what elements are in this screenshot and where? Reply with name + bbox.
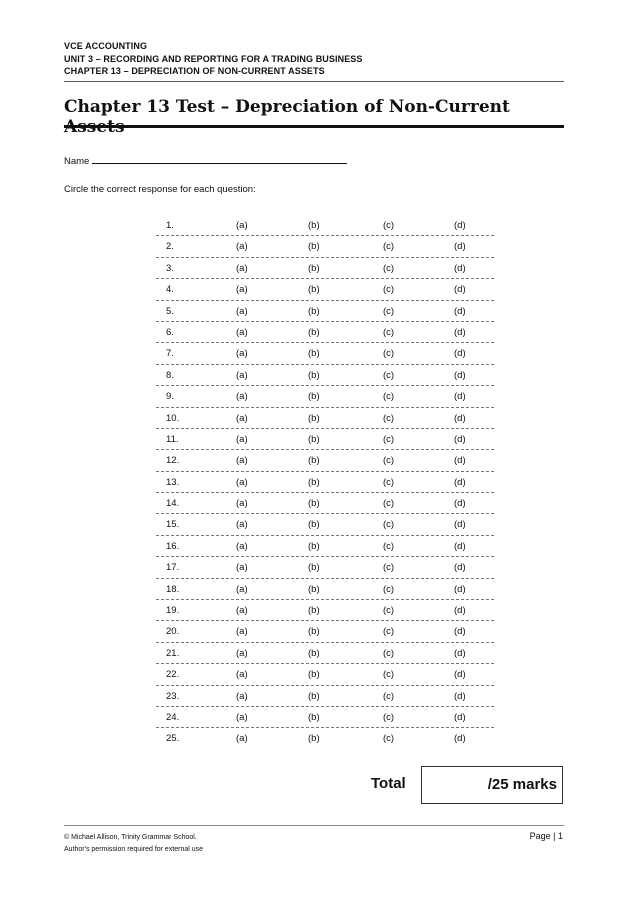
- header-chapter: CHAPTER 13 – DEPRECIATION OF NON-CURRENT ASSETS: [64, 66, 325, 76]
- option-c[interactable]: (c): [383, 498, 395, 510]
- question-number: 9.: [166, 391, 174, 403]
- answer-row: [156, 215, 494, 236]
- option-c[interactable]: (c): [383, 519, 395, 531]
- option-d[interactable]: (d): [454, 583, 466, 595]
- total-box: [421, 766, 563, 804]
- question-number: 1.: [166, 220, 174, 231]
- answer-row: [156, 472, 494, 493]
- page-header: [64, 40, 564, 78]
- option-a[interactable]: (a): [236, 262, 248, 274]
- question-number: 23.: [166, 690, 180, 702]
- option-d[interactable]: (d): [454, 326, 466, 338]
- option-d[interactable]: (d): [454, 369, 466, 381]
- name-blank-line[interactable]: [92, 154, 347, 164]
- option-a[interactable]: (a): [236, 605, 248, 617]
- option-c[interactable]: (c): [383, 647, 395, 659]
- question-number: 13.: [166, 476, 180, 488]
- answer-row: [156, 643, 494, 664]
- option-b[interactable]: (b): [308, 540, 320, 552]
- option-d[interactable]: (d): [454, 647, 466, 659]
- instruction-text: Circle the correct response for each question:: [64, 184, 256, 195]
- option-d[interactable]: (d): [454, 690, 466, 702]
- option-d[interactable]: (d): [454, 455, 466, 467]
- option-b[interactable]: (b): [308, 605, 320, 617]
- option-d[interactable]: (d): [454, 626, 466, 638]
- option-c[interactable]: (c): [383, 391, 395, 403]
- answer-row: [156, 450, 494, 471]
- option-b[interactable]: (b): [308, 326, 320, 338]
- question-number: 19.: [166, 605, 180, 617]
- header-subject: VCE ACCOUNTING: [64, 41, 148, 51]
- option-b[interactable]: (b): [308, 412, 320, 424]
- option-c[interactable]: (c): [383, 562, 395, 574]
- option-c[interactable]: (c): [383, 476, 395, 488]
- total-marks: /25 marks: [487, 776, 557, 793]
- footer-credits: [64, 832, 203, 855]
- option-a[interactable]: (a): [236, 305, 248, 317]
- option-b[interactable]: (b): [308, 498, 320, 510]
- option-b[interactable]: (b): [308, 455, 320, 467]
- option-d[interactable]: (d): [454, 412, 466, 424]
- option-b[interactable]: (b): [308, 733, 320, 745]
- option-a[interactable]: (a): [236, 562, 248, 574]
- option-c[interactable]: (c): [383, 412, 395, 424]
- option-c[interactable]: (c): [383, 540, 395, 552]
- option-d[interactable]: (d): [454, 348, 466, 360]
- option-b[interactable]: (b): [308, 562, 320, 574]
- option-d[interactable]: (d): [454, 498, 466, 510]
- option-c[interactable]: (c): [383, 433, 395, 445]
- answer-row: [156, 536, 494, 557]
- option-d[interactable]: (d): [454, 391, 466, 403]
- option-d[interactable]: (d): [454, 476, 466, 488]
- question-number: 4.: [166, 284, 174, 296]
- option-a[interactable]: (a): [236, 690, 248, 702]
- name-field: [64, 154, 347, 167]
- option-b[interactable]: (b): [308, 220, 320, 231]
- option-c[interactable]: (c): [383, 711, 395, 723]
- option-d[interactable]: (d): [454, 241, 466, 253]
- question-number: 21.: [166, 647, 180, 659]
- question-number: 8.: [166, 369, 174, 381]
- answer-row: [156, 579, 494, 600]
- question-number: 2.: [166, 241, 174, 253]
- option-b[interactable]: (b): [308, 476, 320, 488]
- option-a[interactable]: (a): [236, 455, 248, 467]
- option-a[interactable]: (a): [236, 241, 248, 253]
- question-number: 24.: [166, 711, 180, 723]
- answer-row: [156, 365, 494, 386]
- answer-row: [156, 301, 494, 322]
- option-b[interactable]: (b): [308, 305, 320, 317]
- option-b[interactable]: (b): [308, 369, 320, 381]
- option-b[interactable]: (b): [308, 241, 320, 253]
- header-unit: UNIT 3 – RECORDING AND REPORTING FOR A TRADING BUSINESS: [64, 53, 363, 64]
- option-a[interactable]: (a): [236, 711, 248, 723]
- answer-row: [156, 408, 494, 429]
- option-c[interactable]: (c): [383, 369, 395, 381]
- option-c[interactable]: (c): [383, 583, 395, 595]
- answer-row: [156, 707, 494, 728]
- option-c[interactable]: (c): [383, 626, 395, 638]
- option-b[interactable]: (b): [308, 519, 320, 531]
- option-c[interactable]: (c): [383, 262, 395, 274]
- answer-row: [156, 557, 494, 578]
- option-a[interactable]: (a): [236, 540, 248, 552]
- answer-row: [156, 664, 494, 685]
- answer-row: [156, 343, 494, 364]
- option-c[interactable]: (c): [383, 284, 395, 296]
- option-a[interactable]: (a): [236, 498, 248, 510]
- option-a[interactable]: (a): [236, 647, 248, 659]
- header-divider: [64, 81, 564, 82]
- option-d[interactable]: (d): [454, 220, 466, 231]
- option-c[interactable]: (c): [383, 326, 395, 338]
- footer-copyright: © Michael Allison, Trinity Grammar School.: [64, 834, 197, 841]
- option-b[interactable]: (b): [308, 391, 320, 403]
- option-a[interactable]: (a): [236, 220, 248, 231]
- option-a[interactable]: (a): [236, 519, 248, 531]
- option-b[interactable]: (b): [308, 583, 320, 595]
- option-d[interactable]: (d): [454, 605, 466, 617]
- question-number: 6.: [166, 326, 174, 338]
- option-a[interactable]: (a): [236, 583, 248, 595]
- option-a[interactable]: (a): [236, 733, 248, 745]
- option-a[interactable]: (a): [236, 626, 248, 638]
- option-d[interactable]: (d): [454, 519, 466, 531]
- option-c[interactable]: (c): [383, 733, 395, 745]
- question-number: 18.: [166, 583, 180, 595]
- title-divider: [64, 125, 564, 128]
- option-a[interactable]: (a): [236, 391, 248, 403]
- option-d[interactable]: (d): [454, 669, 466, 681]
- question-number: 16.: [166, 540, 180, 552]
- option-b[interactable]: (b): [308, 647, 320, 659]
- total-label: Total: [371, 775, 406, 792]
- option-d[interactable]: (d): [454, 733, 466, 745]
- name-label: Name: [64, 156, 90, 167]
- option-c[interactable]: (c): [383, 348, 395, 360]
- option-a[interactable]: (a): [236, 412, 248, 424]
- option-a[interactable]: (a): [236, 348, 248, 360]
- option-d[interactable]: (d): [454, 305, 466, 317]
- question-number: 3.: [166, 262, 174, 274]
- option-d[interactable]: (d): [454, 711, 466, 723]
- option-a[interactable]: (a): [236, 284, 248, 296]
- answer-row: [156, 600, 494, 621]
- footer-divider: [64, 825, 564, 826]
- page-title: Chapter 13 Test – Depreciation of Non-Current: [64, 97, 510, 117]
- answer-row: [156, 386, 494, 407]
- answer-row: [156, 686, 494, 707]
- option-a[interactable]: (a): [236, 476, 248, 488]
- page-number: Page | 1: [529, 831, 563, 841]
- option-c[interactable]: (c): [383, 690, 395, 702]
- option-c[interactable]: (c): [383, 669, 395, 681]
- answer-row: [156, 514, 494, 535]
- option-b[interactable]: (b): [308, 262, 320, 274]
- option-c[interactable]: (c): [383, 455, 395, 467]
- option-a[interactable]: (a): [236, 326, 248, 338]
- option-d[interactable]: (d): [454, 284, 466, 296]
- option-c[interactable]: (c): [383, 605, 395, 617]
- option-b[interactable]: (b): [308, 626, 320, 638]
- question-number: 7.: [166, 348, 174, 360]
- option-b[interactable]: (b): [308, 669, 320, 681]
- option-b[interactable]: (b): [308, 711, 320, 723]
- question-number: 5.: [166, 305, 174, 317]
- answer-row: [156, 621, 494, 642]
- answer-row: [156, 258, 494, 279]
- question-number: 11.: [166, 433, 179, 445]
- question-number: 14.: [166, 498, 180, 510]
- answer-row: [156, 429, 494, 450]
- answer-row: [156, 322, 494, 343]
- answer-grid: [156, 215, 494, 750]
- question-number: 12.: [166, 455, 180, 467]
- option-a[interactable]: (a): [236, 433, 248, 445]
- question-number: 22.: [166, 669, 180, 681]
- option-a[interactable]: (a): [236, 669, 248, 681]
- question-number: 20.: [166, 626, 180, 638]
- question-number: 10.: [166, 412, 180, 424]
- question-number: 25.: [166, 733, 180, 745]
- option-d[interactable]: (d): [454, 562, 466, 574]
- option-b[interactable]: (b): [308, 690, 320, 702]
- answer-row: [156, 236, 494, 257]
- option-c[interactable]: (c): [383, 220, 395, 231]
- answer-row: [156, 493, 494, 514]
- option-b[interactable]: (b): [308, 284, 320, 296]
- option-a[interactable]: (a): [236, 369, 248, 381]
- answer-row: [156, 728, 494, 749]
- option-d[interactable]: (d): [454, 262, 466, 274]
- footer-permission: Author's permission required for external use: [64, 845, 204, 853]
- option-d[interactable]: (d): [454, 540, 466, 552]
- option-c[interactable]: (c): [383, 241, 395, 253]
- question-number: 17.: [166, 562, 180, 574]
- option-b[interactable]: (b): [308, 433, 320, 445]
- option-b[interactable]: (b): [308, 348, 320, 360]
- option-c[interactable]: (c): [383, 305, 395, 317]
- option-d[interactable]: (d): [454, 433, 466, 445]
- answer-row: [156, 279, 494, 300]
- question-number: 15.: [166, 519, 180, 531]
